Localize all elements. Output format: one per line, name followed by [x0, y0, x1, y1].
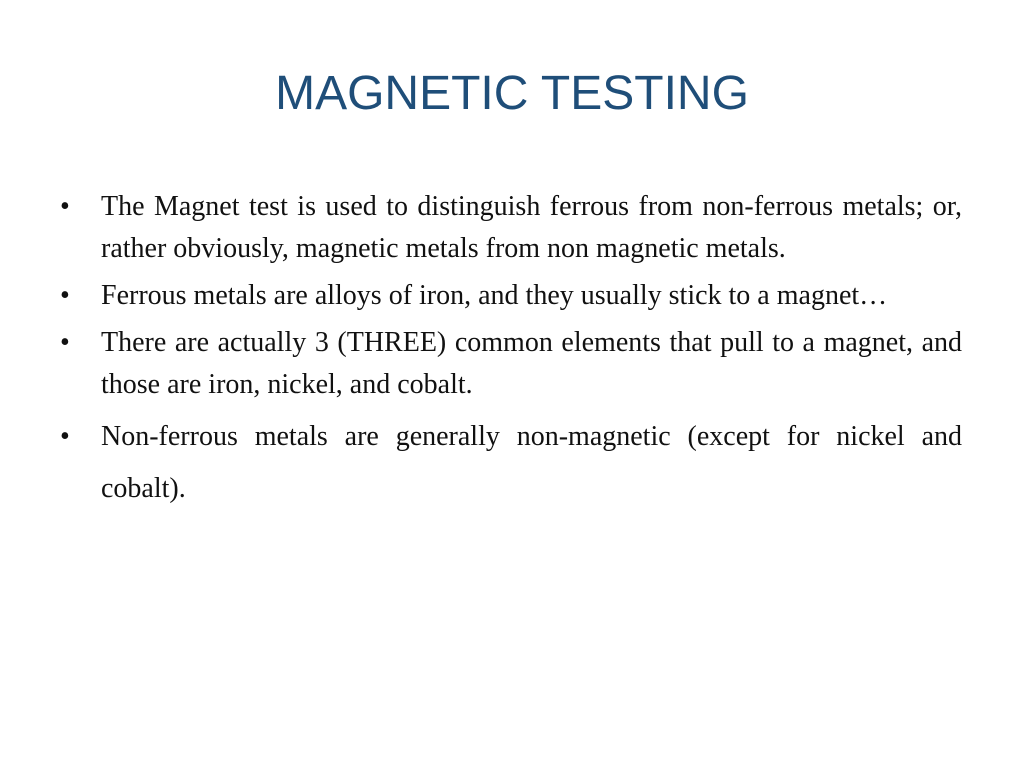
bullet-text: Ferrous metals are alloys of iron, and they usually stick to a magnet…: [101, 280, 888, 311]
bullet-item: [60, 275, 962, 317]
bullet-item: [60, 411, 962, 515]
bullet-icon: •: [60, 327, 70, 358]
slide-title: MAGNETIC TESTING: [275, 67, 749, 120]
bullet-icon: •: [60, 421, 70, 452]
bullet-item: [60, 322, 962, 406]
bullet-item: [60, 186, 962, 270]
bullet-icon: •: [60, 280, 70, 311]
bullet-icon: •: [60, 191, 70, 222]
bullet-text: The Magnet test is used to distinguish ferrous from non-ferrous metals; or, rather obviously, magnetic metals from non magnetic metals.: [101, 191, 962, 264]
bullet-text: There are actually 3 (THREE) common elements that pull to a magnet, and those are iron, nickel, and cobalt.: [101, 327, 962, 400]
bullet-list: [60, 186, 962, 520]
bullet-text: Non-ferrous metals are generally non-magnetic (except for nickel and cobalt).: [101, 421, 962, 504]
